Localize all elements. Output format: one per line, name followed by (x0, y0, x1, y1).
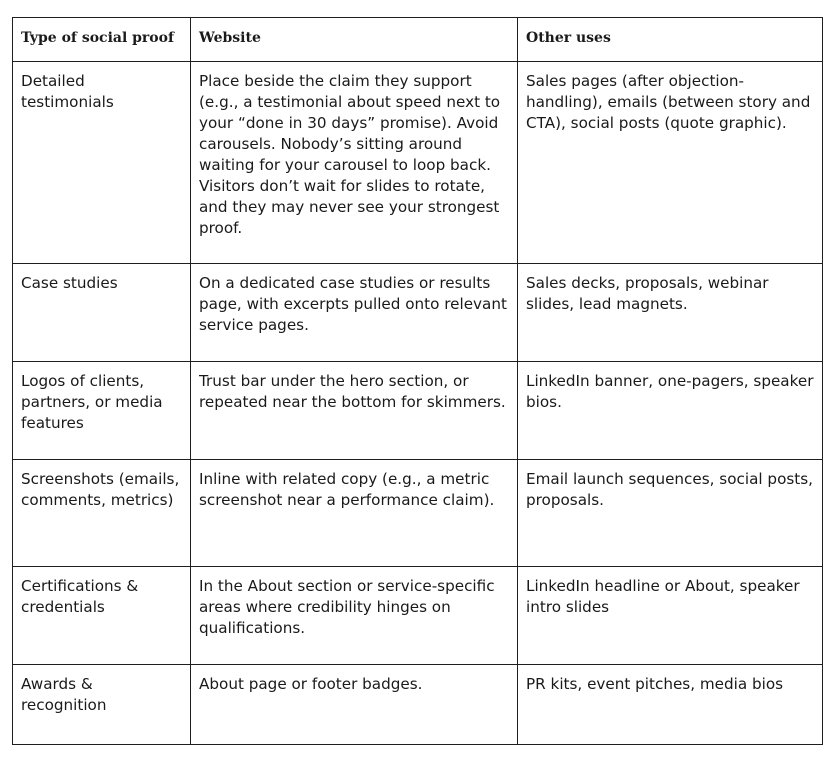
table-row (13, 264, 823, 362)
proof-type-cell: Logos of clients, partners, or media features (13, 362, 191, 460)
table-header-row (13, 18, 823, 62)
table-row (13, 567, 823, 665)
proof-type-cell: Case studies (13, 264, 191, 362)
social-proof-table (12, 17, 823, 745)
other-uses-cell: LinkedIn banner, one-pagers, speaker bios. (518, 362, 823, 460)
table-row (13, 460, 823, 567)
website-cell: Place beside the claim they support (e.g., a testimonial about speed next to your “done in 30 days” promise). Avoid carousels. Nobody’s sitting around waiting for your carousel to loop back. Visitors don’t wait for slides to rotate, and they may never see your strongest proof. (191, 62, 518, 264)
column-header-website: Website (191, 18, 518, 62)
proof-type-cell: Detailed testimonials (13, 62, 191, 264)
other-uses-cell: Sales pages (after objection-handling), emails (between story and CTA), social posts (quote graphic). (518, 62, 823, 264)
other-uses-cell: LinkedIn headline or About, speaker intro slides (518, 567, 823, 665)
other-uses-cell: Sales decks, proposals, webinar slides, lead magnets. (518, 264, 823, 362)
website-cell: Inline with related copy (e.g., a metric screenshot near a performance claim). (191, 460, 518, 567)
column-header-type: Type of social proof (13, 18, 191, 62)
table-row (13, 62, 823, 264)
table-row (13, 362, 823, 460)
proof-type-cell: Certifications & credentials (13, 567, 191, 665)
column-header-other-uses: Other uses (518, 18, 823, 62)
website-cell: Trust bar under the hero section, or repeated near the bottom for skimmers. (191, 362, 518, 460)
other-uses-cell: PR kits, event pitches, media bios (518, 665, 823, 745)
proof-type-cell: Screenshots (emails, comments, metrics) (13, 460, 191, 567)
website-cell: On a dedicated case studies or results page, with excerpts pulled onto relevant service pages. (191, 264, 518, 362)
table-row (13, 665, 823, 745)
other-uses-cell: Email launch sequences, social posts, proposals. (518, 460, 823, 567)
website-cell: About page or footer badges. (191, 665, 518, 745)
proof-type-cell: Awards & recognition (13, 665, 191, 745)
website-cell: In the About section or service-specific areas where credibility hinges on qualifications. (191, 567, 518, 665)
